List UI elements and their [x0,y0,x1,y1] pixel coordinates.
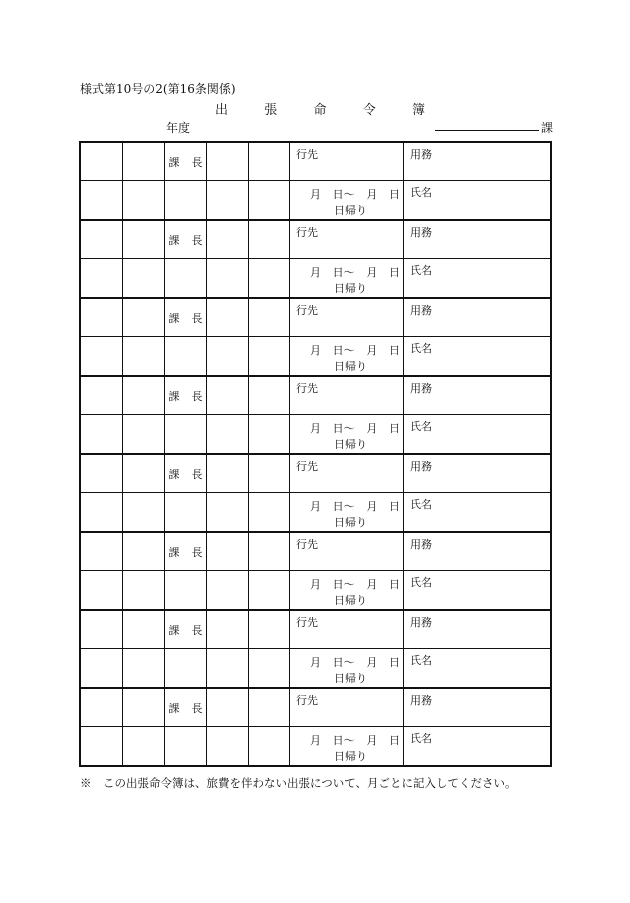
name-label: 氏名 [410,732,432,745]
stamp-cell[interactable] [165,649,207,687]
ledger-entry [81,689,550,765]
date-label: 月 [310,578,321,591]
destination-label: 行先 [296,538,318,551]
date-label: 日〜 [332,500,355,513]
date-label: 日 [388,266,400,279]
chief-label: 長 [191,155,203,169]
date-label: 月 [310,422,321,435]
date-range [310,186,400,202]
date-label: 日 [388,422,400,435]
stamp-cell[interactable] [165,181,207,219]
stamp-cell[interactable] [249,455,290,493]
date-cell[interactable] [290,415,404,453]
stamp-cell[interactable] [81,415,123,453]
purpose-cell[interactable] [404,455,550,493]
chief-stamp-cell[interactable] [165,299,207,337]
ledger-entry [81,377,550,455]
date-label: 月 [366,422,378,435]
title-char: 張 [264,103,278,118]
chief-label: 課 [168,467,180,481]
date-cell[interactable] [290,493,404,531]
date-label: 日〜 [332,188,355,201]
ledger-entry [81,611,550,689]
section-label: 課 [541,121,554,135]
chief-label: 課 [168,545,180,559]
name-cell[interactable] [404,649,550,687]
stamp-cell[interactable] [123,337,165,375]
stamp-cell[interactable] [165,337,207,375]
stamp-cell[interactable] [207,337,249,375]
name-cell[interactable] [404,571,550,609]
stamp-cell[interactable] [123,377,165,415]
destination-cell[interactable] [290,299,404,337]
stamp-cell[interactable] [123,259,165,297]
stamp-cell[interactable] [207,727,249,765]
stamp-cell[interactable] [249,649,290,687]
stamp-cell[interactable] [249,299,290,337]
stamp-cell[interactable] [249,493,290,531]
stamp-cell[interactable] [81,299,123,337]
year-label: 年度 [166,121,191,135]
purpose-label: 用務 [410,382,432,395]
destination-label: 行先 [296,382,318,395]
date-range [310,420,400,436]
stamp-cell[interactable] [207,571,249,609]
date-range [310,264,400,280]
chief-label: 課 [168,389,180,403]
date-cell[interactable] [290,181,404,219]
chief-label: 課 [168,623,180,637]
stamp-cell[interactable] [123,571,165,609]
stamp-cell[interactable] [81,143,123,181]
date-label: 日〜 [332,578,355,591]
destination-label: 行先 [296,148,318,161]
name-label: 氏名 [410,420,432,433]
date-label: 日 [388,188,400,201]
stamp-cell[interactable] [207,649,249,687]
stamp-cell[interactable] [207,455,249,493]
chief-stamp-cell[interactable] [165,455,207,493]
ledger-entry [81,299,550,377]
footer-note: ※ この出張命令簿は、旅費を伴わない出張について、月ごとに記入してください。 [80,776,517,790]
day-trip-label: 日帰り [334,516,367,529]
day-trip-label: 日帰り [334,282,367,295]
date-label: 月 [310,500,321,513]
ledger-entry [81,143,550,221]
purpose-cell[interactable] [404,299,550,337]
stamp-cell[interactable] [81,649,123,687]
stamp-cell[interactable] [165,259,207,297]
stamp-cell[interactable] [123,415,165,453]
chief-label: 長 [191,545,203,559]
purpose-label: 用務 [410,148,432,161]
chief-label: 長 [191,701,203,715]
date-label: 月 [310,734,321,747]
chief-label: 課 [168,701,180,715]
destination-cell[interactable] [290,689,404,727]
destination-cell[interactable] [290,455,404,493]
chief-stamp-cell[interactable] [165,377,207,415]
chief-label: 課 [168,155,180,169]
date-cell[interactable] [290,337,404,375]
chief-label: 長 [191,389,203,403]
stamp-cell[interactable] [249,221,290,259]
chief-stamp-cell[interactable] [165,533,207,571]
date-label: 日〜 [332,344,355,357]
date-label: 日 [388,656,400,669]
ledger-entry [81,221,550,299]
date-label: 月 [366,344,378,357]
date-cell[interactable] [290,727,404,765]
stamp-cell[interactable] [81,337,123,375]
name-label: 氏名 [410,342,432,355]
chief-stamp-cell[interactable] [165,221,207,259]
stamp-cell[interactable] [207,299,249,337]
day-trip-label: 日帰り [334,204,367,217]
purpose-cell[interactable] [404,611,550,649]
stamp-cell[interactable] [81,221,123,259]
destination-cell[interactable] [290,221,404,259]
date-cell[interactable] [290,649,404,687]
purpose-label: 用務 [410,694,432,707]
purpose-cell[interactable] [404,221,550,259]
stamp-cell[interactable] [165,727,207,765]
ledger-table [79,141,552,767]
chief-label: 長 [191,467,203,481]
destination-cell[interactable] [290,143,404,181]
date-label: 月 [366,656,378,669]
name-cell[interactable] [404,259,550,297]
name-label: 氏名 [410,654,432,667]
name-cell[interactable] [404,337,550,375]
stamp-cell[interactable] [81,727,123,765]
stamp-cell[interactable] [81,455,123,493]
stamp-cell[interactable] [81,377,123,415]
date-label: 月 [310,266,321,279]
chief-stamp-cell[interactable] [165,143,207,181]
purpose-cell[interactable] [404,689,550,727]
destination-label: 行先 [296,304,318,317]
stamp-cell[interactable] [207,259,249,297]
chief-label: 長 [191,623,203,637]
name-cell[interactable] [404,493,550,531]
purpose-label: 用務 [410,304,432,317]
stamp-cell[interactable] [123,727,165,765]
date-label: 日 [388,578,400,591]
title-char: 令 [362,103,376,118]
date-label: 日〜 [332,422,355,435]
stamp-cell[interactable] [249,377,290,415]
stamp-cell[interactable] [123,649,165,687]
ledger-entry [81,533,550,611]
stamp-cell[interactable] [81,571,123,609]
stamp-cell[interactable] [249,337,290,375]
purpose-label: 用務 [410,460,432,473]
destination-label: 行先 [296,694,318,707]
stamp-cell[interactable] [249,727,290,765]
date-range [310,654,400,670]
ledger-entry [81,455,550,533]
stamp-cell[interactable] [123,493,165,531]
section-underline [435,130,539,131]
stamp-cell[interactable] [207,181,249,219]
purpose-cell[interactable] [404,143,550,181]
stamp-cell[interactable] [207,689,249,727]
stamp-cell[interactable] [207,611,249,649]
name-label: 氏名 [410,186,432,199]
stamp-cell[interactable] [249,611,290,649]
name-cell[interactable] [404,727,550,765]
title-char: 簿 [411,103,425,118]
destination-label: 行先 [296,226,318,239]
stamp-cell[interactable] [123,611,165,649]
stamp-cell[interactable] [123,533,165,571]
chief-label: 課 [168,311,180,325]
destination-cell[interactable] [290,533,404,571]
purpose-label: 用務 [410,538,432,551]
stamp-cell[interactable] [165,571,207,609]
purpose-cell[interactable] [404,377,550,415]
date-range [310,576,400,592]
stamp-cell[interactable] [249,415,290,453]
name-label: 氏名 [410,576,432,589]
date-label: 月 [310,656,321,669]
stamp-cell[interactable] [81,689,123,727]
purpose-label: 用務 [410,616,432,629]
date-label: 月 [366,734,378,747]
name-label: 氏名 [410,498,432,511]
date-label: 月 [366,188,378,201]
stamp-cell[interactable] [207,415,249,453]
date-label: 月 [310,188,321,201]
destination-label: 行先 [296,616,318,629]
destination-label: 行先 [296,460,318,473]
chief-label: 長 [191,311,203,325]
stamp-cell[interactable] [123,299,165,337]
date-label: 日 [388,734,400,747]
date-label: 日 [388,344,400,357]
date-label: 日〜 [332,734,355,747]
stamp-cell[interactable] [249,533,290,571]
stamp-cell[interactable] [123,143,165,181]
chief-stamp-cell[interactable] [165,689,207,727]
stamp-cell[interactable] [81,533,123,571]
stamp-cell[interactable] [249,571,290,609]
form-title [215,99,425,118]
stamp-cell[interactable] [123,455,165,493]
title-char: 命 [313,103,327,118]
stamp-cell[interactable] [123,181,165,219]
date-label: 月 [366,266,378,279]
stamp-cell[interactable] [207,493,249,531]
stamp-cell[interactable] [81,181,123,219]
name-cell[interactable] [404,415,550,453]
chief-stamp-cell[interactable] [165,611,207,649]
date-label: 月 [310,344,321,357]
form-id: 様式第10号の2(第16条関係) [80,82,236,96]
name-label: 氏名 [410,264,432,277]
chief-label: 課 [168,233,180,247]
date-label: 月 [366,578,378,591]
date-label: 月 [366,500,378,513]
stamp-cell[interactable] [249,143,290,181]
day-trip-label: 日帰り [334,360,367,373]
stamp-cell[interactable] [207,377,249,415]
stamp-cell[interactable] [249,181,290,219]
stamp-cell[interactable] [207,533,249,571]
date-cell[interactable] [290,571,404,609]
stamp-cell[interactable] [81,611,123,649]
title-char: 出 [215,103,229,118]
day-trip-label: 日帰り [334,594,367,607]
stamp-cell[interactable] [81,493,123,531]
stamp-cell[interactable] [165,493,207,531]
chief-label: 長 [191,233,203,247]
date-label: 日〜 [332,656,355,669]
date-range [310,732,400,748]
stamp-cell[interactable] [165,415,207,453]
destination-cell[interactable] [290,377,404,415]
stamp-cell[interactable] [207,143,249,181]
day-trip-label: 日帰り [334,672,367,685]
date-range [310,342,400,358]
stamp-cell[interactable] [249,259,290,297]
stamp-cell[interactable] [249,689,290,727]
stamp-cell[interactable] [123,689,165,727]
date-cell[interactable] [290,259,404,297]
date-label: 日 [388,500,400,513]
destination-cell[interactable] [290,611,404,649]
stamp-cell[interactable] [123,221,165,259]
day-trip-label: 日帰り [334,438,367,451]
purpose-cell[interactable] [404,533,550,571]
date-range [310,498,400,514]
stamp-cell[interactable] [207,221,249,259]
purpose-label: 用務 [410,226,432,239]
day-trip-label: 日帰り [334,750,367,763]
stamp-cell[interactable] [81,259,123,297]
date-label: 日〜 [332,266,355,279]
name-cell[interactable] [404,181,550,219]
